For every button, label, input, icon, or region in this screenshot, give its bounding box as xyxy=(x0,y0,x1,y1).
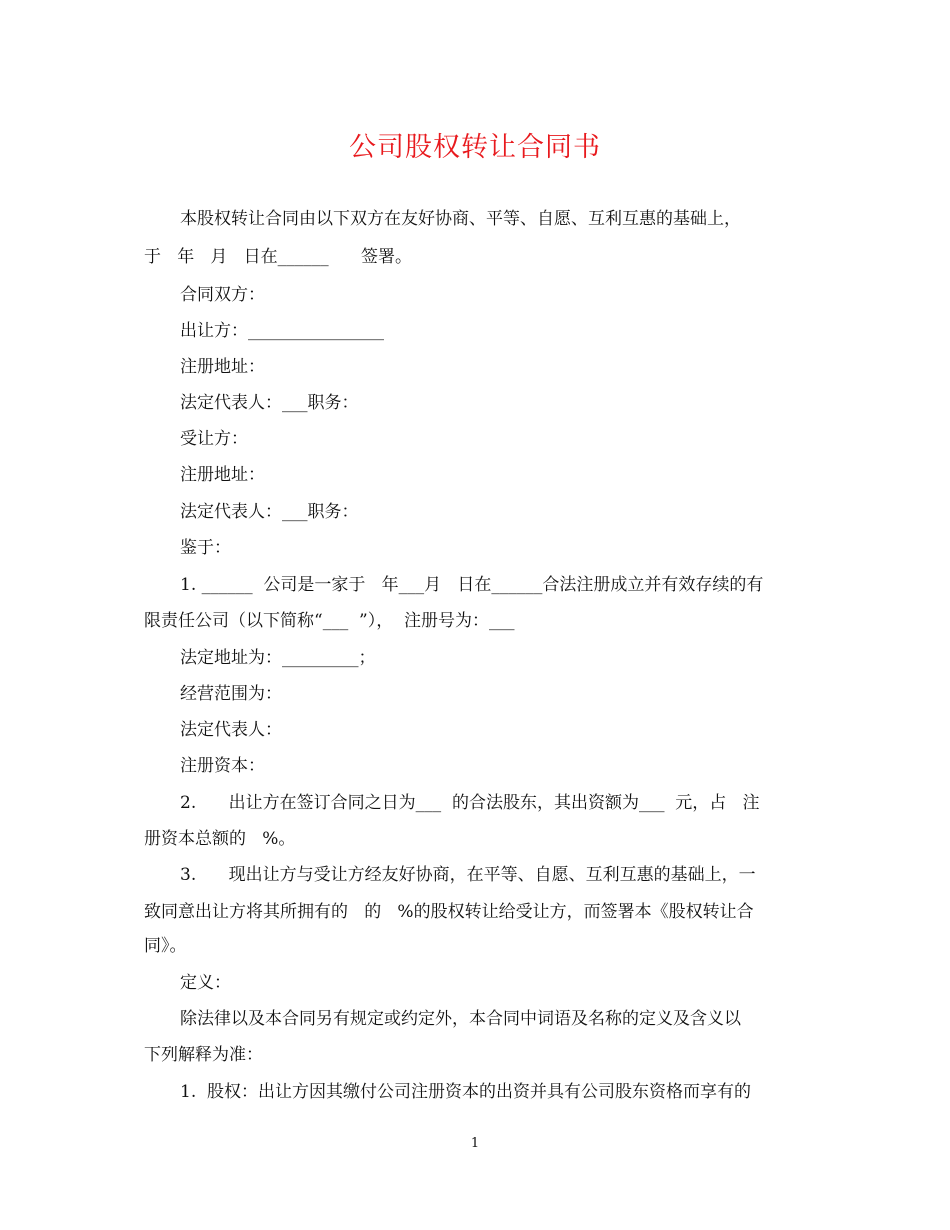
paragraph-line: 除法律以及本合同另有规定或约定外，本合同中词语及名称的定义及含义以 xyxy=(180,1009,741,1029)
paragraph-line: 受让方： xyxy=(180,429,248,449)
paragraph-line: 法定代表人：___职务： xyxy=(180,393,359,413)
paragraph-line: 于 年 月 日在______ 签署。 xyxy=(144,247,413,267)
paragraph-line: 定义： xyxy=(180,973,231,993)
paragraph-line: 下列解释为准： xyxy=(144,1045,263,1065)
paragraph-line: 法定代表人：___职务： xyxy=(180,502,359,522)
page-number: 1 xyxy=(470,1136,480,1151)
paragraph-line: 同》。 xyxy=(144,936,187,956)
paragraph-line: 册资本总额的 %。 xyxy=(144,829,296,849)
paragraph-line: 注册资本： xyxy=(180,756,265,776)
paragraph-line: 本股权转让合同由以下双方在友好协商、平等、自愿、互利互惠的基础上， xyxy=(180,209,741,229)
paragraph-line: 经营范围为： xyxy=(180,684,282,704)
paragraph-line: 1. ______ 公司是一家于 年___月 日在______合法注册成立并有效存续的有 xyxy=(180,575,764,595)
paragraph-line: 致同意出让方将其所拥有的 的 %的股权转让给受让方，而签署本《股权转让合 xyxy=(144,902,754,922)
paragraph-line: 限责任公司（以下简称“___ ”）， 注册号为：___ xyxy=(144,611,515,631)
paragraph-line: 法定地址为：_________； xyxy=(180,648,376,668)
paragraph-line: 注册地址： xyxy=(180,357,265,377)
paragraph-line: 注册地址： xyxy=(180,465,265,485)
paragraph-line: 法定代表人： xyxy=(180,720,282,740)
paragraph-line: 3. 现出让方与受让方经友好协商，在平等、自愿、互利互惠的基础上，一 xyxy=(180,865,756,885)
paragraph-line: 合同双方： xyxy=(180,285,265,305)
paragraph-line: 鉴于： xyxy=(180,538,231,558)
paragraph-line: 出让方：________________ xyxy=(180,321,384,341)
document-title: 公司股权转让合同书 xyxy=(349,132,601,163)
paragraph-line: 2. 出让方在签订合同之日为___ 的合法股东，其出资额为___ 元，占 注 xyxy=(180,793,760,813)
paragraph-line: 1. 股权：出让方因其缴付公司注册资本的出资并具有公司股东资格而享有的 xyxy=(180,1082,752,1102)
